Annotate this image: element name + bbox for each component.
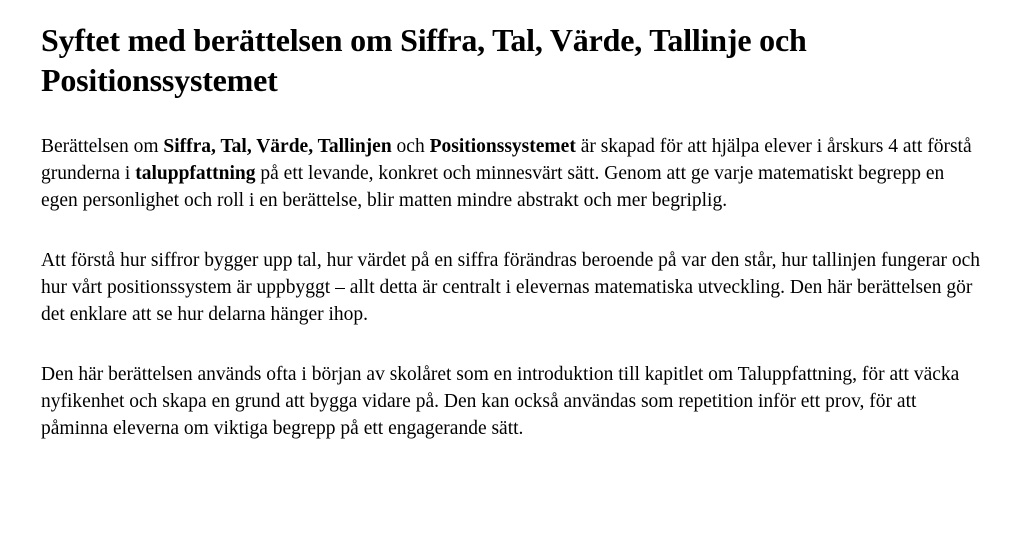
- paragraph-understanding: Att förstå hur siffror bygger upp tal, hur värdet på en siffra förändras beroende på var den står, hur tallinjen fungerar och hur vårt positionssystem är uppbyggt – allt detta är centralt i elevernas matematiska utveckling. Den här berättelsen gör det enklare att se hur delarna hänger ihop.: [41, 250, 981, 325]
- bold-term-taluppfattning: taluppfattning: [135, 163, 256, 184]
- paragraph-intro-text-2: och: [391, 136, 430, 157]
- paragraph-intro-text-3: är skapad för att hjälpa elever i årskurs 4 att förstå grunderna i: [41, 136, 972, 184]
- document-title: Syftet med berättelsen om Siffra, Tal, Värde, Tallinje och Positionssystemet: [41, 22, 807, 98]
- paragraph-usage: Den här berättelsen används ofta i början av skolåret som en introduktion till kapitlet om Taluppfattning, för att väcka nyfikenhet och skapa en grund att bygga vidare på. Den kan också användas som repetition inför ett prov, för att påminna eleverna om viktiga begrepp på ett engagerande sätt.: [41, 364, 960, 439]
- bold-term-concepts: Siffra, Tal, Värde, Tallinjen: [163, 136, 392, 157]
- paragraph-intro-text-1: Berättelsen om: [41, 136, 164, 157]
- bold-term-positionssystemet: Positionssystemet: [429, 136, 576, 157]
- paragraph-intro-text-4: på ett levande, konkret och minnesvärt sätt. Genom att ge varje matematiskt begrepp en egen personlighet och roll i en berättelse, blir matten mindre abstrakt och mer begriplig.: [41, 163, 945, 211]
- paragraph-intro: [41, 133, 984, 214]
